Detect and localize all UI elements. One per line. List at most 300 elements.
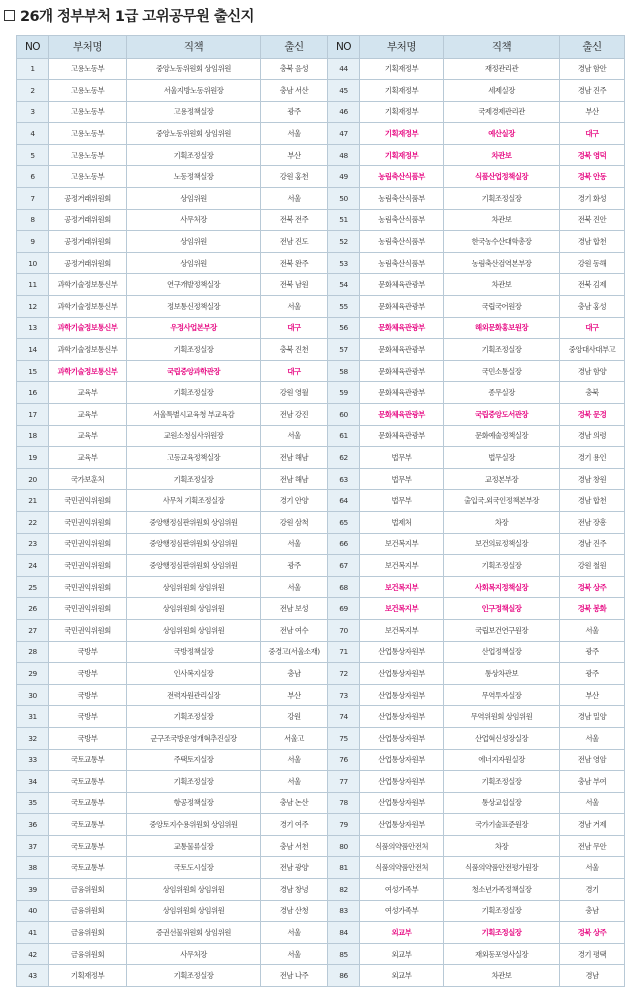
cell-dept: 국가보훈처 [49, 468, 127, 490]
cell-position: 세제실장 [444, 80, 560, 102]
header-position-left: 직책 [127, 36, 261, 59]
cell-dept: 국토교통부 [49, 749, 127, 771]
table-row [17, 231, 625, 253]
cell-no: 66 [328, 533, 360, 555]
cell-origin: 서울 [261, 749, 328, 771]
cell-position: 국토도시실장 [127, 857, 261, 879]
cell-no: 2 [17, 80, 49, 102]
cell-dept: 교육부 [49, 425, 127, 447]
table-row [17, 101, 625, 123]
cell-position: 보건의료정책실장 [444, 533, 560, 555]
cell-no: 45 [328, 80, 360, 102]
table-row [17, 425, 625, 447]
cell-dept: 공정거래위원회 [49, 188, 127, 210]
cell-position: 고용정책실장 [127, 101, 261, 123]
cell-no: 12 [17, 296, 49, 318]
cell-origin: 경북 봉화 [560, 598, 625, 620]
cell-dept: 금융위원회 [49, 879, 127, 901]
cell-no: 79 [328, 814, 360, 836]
cell-origin: 서울 [261, 771, 328, 793]
cell-origin: 전남 보성 [261, 598, 328, 620]
cell-position: 국립보건연구원장 [444, 619, 560, 641]
cell-origin: 경남 합천 [560, 231, 625, 253]
cell-origin: 부산 [560, 684, 625, 706]
cell-origin: 경북 영덕 [560, 144, 625, 166]
cell-origin: 전북 남원 [261, 274, 328, 296]
cell-no: 18 [17, 425, 49, 447]
cell-position: 국민소통실장 [444, 360, 560, 382]
cell-origin: 경기 용인 [560, 447, 625, 469]
cell-no: 21 [17, 490, 49, 512]
cell-position: 상임위원회 상임위원 [127, 879, 261, 901]
cell-dept: 금융위원회 [49, 922, 127, 944]
cell-dept: 국민권익위원회 [49, 490, 127, 512]
cell-no: 9 [17, 231, 49, 253]
cell-origin: 충북 음성 [261, 58, 328, 80]
cell-origin: 충남 서산 [261, 80, 328, 102]
cell-origin: 전남 나주 [261, 965, 328, 987]
cell-no: 7 [17, 188, 49, 210]
cell-position: 노동정책실장 [127, 166, 261, 188]
cell-dept: 보건복지부 [360, 576, 444, 598]
cell-dept: 공정거래위원회 [49, 209, 127, 231]
table-row [17, 533, 625, 555]
cell-origin: 서울 [261, 922, 328, 944]
cell-no: 64 [328, 490, 360, 512]
cell-position: 재외동포영사실장 [444, 943, 560, 965]
cell-dept: 보건복지부 [360, 555, 444, 577]
cell-no: 25 [17, 576, 49, 598]
header-dept-left: 부처명 [49, 36, 127, 59]
cell-dept: 보건복지부 [360, 619, 444, 641]
cell-no: 46 [328, 101, 360, 123]
cell-origin: 광주 [261, 101, 328, 123]
cell-origin: 서울고 [261, 727, 328, 749]
cell-origin: 전북 전주 [261, 209, 328, 231]
cell-origin: 대구 [261, 360, 328, 382]
table-row [17, 360, 625, 382]
cell-position: 전력자원관리실장 [127, 684, 261, 706]
cell-position: 청소년가족정책실장 [444, 879, 560, 901]
cell-no: 13 [17, 317, 49, 339]
cell-origin: 광주 [560, 663, 625, 685]
cell-no: 58 [328, 360, 360, 382]
cell-origin: 서울 [560, 727, 625, 749]
cell-position: 법무실장 [444, 447, 560, 469]
cell-no: 51 [328, 209, 360, 231]
cell-no: 55 [328, 296, 360, 318]
cell-origin: 서울 [261, 123, 328, 145]
cell-position: 국립국어원장 [444, 296, 560, 318]
cell-position: 국제경제관리관 [444, 101, 560, 123]
table-row [17, 814, 625, 836]
cell-no: 10 [17, 252, 49, 274]
cell-dept: 산업통상자원부 [360, 727, 444, 749]
cell-no: 62 [328, 447, 360, 469]
cell-dept: 교육부 [49, 382, 127, 404]
cell-no: 29 [17, 663, 49, 685]
cell-dept: 기획재정부 [49, 965, 127, 987]
cell-position: 상임위원회 상임위원 [127, 619, 261, 641]
cell-position: 기획조정실장 [444, 900, 560, 922]
cell-no: 14 [17, 339, 49, 361]
cell-dept: 산업통상자원부 [360, 706, 444, 728]
cell-no: 4 [17, 123, 49, 145]
cell-origin: 서울 [560, 792, 625, 814]
cell-position: 기획조정실장 [444, 555, 560, 577]
table-row [17, 857, 625, 879]
cell-origin: 중앙대사대부고 [560, 339, 625, 361]
cell-origin: 전남 무안 [560, 835, 625, 857]
cell-dept: 산업통상자원부 [360, 771, 444, 793]
cell-no: 52 [328, 231, 360, 253]
cell-position: 사무처장 [127, 209, 261, 231]
cell-no: 70 [328, 619, 360, 641]
cell-origin: 충남 [560, 900, 625, 922]
page-title: 26개 정부부처 1급 고위공무원 출신지 [20, 9, 254, 25]
cell-position: 상임위원 [127, 188, 261, 210]
cell-position: 중앙노동위원회 상임위원 [127, 123, 261, 145]
cell-position: 기획조정실장 [444, 771, 560, 793]
cell-origin: 경남 거제 [560, 814, 625, 836]
cell-dept: 국민권익위원회 [49, 511, 127, 533]
cell-no: 53 [328, 252, 360, 274]
cell-dept: 문화체육관광부 [360, 404, 444, 426]
cell-origin: 충남 부여 [560, 771, 625, 793]
cell-dept: 과학기술정보통신부 [49, 360, 127, 382]
cell-position: 사무처장 [127, 943, 261, 965]
cell-origin: 경북 상주 [560, 922, 625, 944]
cell-dept: 과학기술정보통신부 [49, 296, 127, 318]
cell-dept: 국방부 [49, 663, 127, 685]
table-row [17, 188, 625, 210]
cell-no: 39 [17, 879, 49, 901]
cell-origin: 대구 [560, 317, 625, 339]
checkbox-icon [4, 10, 15, 21]
cell-dept: 과학기술정보통신부 [49, 339, 127, 361]
cell-no: 67 [328, 555, 360, 577]
table-row [17, 792, 625, 814]
table-row [17, 252, 625, 274]
cell-position: 차장 [444, 835, 560, 857]
cell-no: 59 [328, 382, 360, 404]
cell-dept: 고용노동부 [49, 58, 127, 80]
cell-no: 57 [328, 339, 360, 361]
cell-origin: 경기 여주 [261, 814, 328, 836]
cell-dept: 기획재정부 [360, 80, 444, 102]
header-origin-right: 출신 [560, 36, 625, 59]
cell-origin: 서울 [261, 296, 328, 318]
cell-origin: 서울 [261, 943, 328, 965]
cell-origin: 경기 평택 [560, 943, 625, 965]
table-row [17, 296, 625, 318]
cell-position: 통상차관보 [444, 663, 560, 685]
cell-origin: 부산 [261, 144, 328, 166]
cell-dept: 식품의약품안전처 [360, 857, 444, 879]
cell-position: 국가기술표준원장 [444, 814, 560, 836]
cell-dept: 과학기술정보통신부 [49, 317, 127, 339]
cell-no: 30 [17, 684, 49, 706]
cell-dept: 보건복지부 [360, 533, 444, 555]
table-row [17, 382, 625, 404]
cell-origin: 경남 진주 [560, 80, 625, 102]
cell-dept: 국토교통부 [49, 857, 127, 879]
cell-origin: 광주 [560, 641, 625, 663]
cell-origin: 경기 화성 [560, 188, 625, 210]
cell-origin: 대구 [261, 317, 328, 339]
cell-position: 국립중앙과학관장 [127, 360, 261, 382]
cell-dept: 국방부 [49, 684, 127, 706]
cell-origin: 경북 상주 [560, 576, 625, 598]
cell-position: 통상교섭실장 [444, 792, 560, 814]
cell-dept: 여성가족부 [360, 879, 444, 901]
cell-position: 식품산업정책실장 [444, 166, 560, 188]
cell-dept: 산업통상자원부 [360, 792, 444, 814]
table-row [17, 900, 625, 922]
cell-dept: 금융위원회 [49, 900, 127, 922]
cell-origin: 강원 홍천 [261, 166, 328, 188]
cell-dept: 산업통상자원부 [360, 641, 444, 663]
table-row [17, 663, 625, 685]
cell-dept: 공정거래위원회 [49, 231, 127, 253]
cell-dept: 고용노동부 [49, 101, 127, 123]
cell-position: 인구정책실장 [444, 598, 560, 620]
cell-position: 종무실장 [444, 382, 560, 404]
cell-position: 기획조정실장 [127, 771, 261, 793]
cell-dept: 법무부 [360, 447, 444, 469]
cell-position: 국방정책실장 [127, 641, 261, 663]
cell-position: 차관보 [444, 274, 560, 296]
cell-position: 한국농수산대학총장 [444, 231, 560, 253]
cell-no: 86 [328, 965, 360, 987]
table-row [17, 58, 625, 80]
cell-position: 무역투자실장 [444, 684, 560, 706]
cell-origin: 경북 문경 [560, 404, 625, 426]
cell-position: 기획조정실장 [127, 706, 261, 728]
cell-no: 68 [328, 576, 360, 598]
cell-no: 54 [328, 274, 360, 296]
cell-no: 82 [328, 879, 360, 901]
cell-dept: 문화체육관광부 [360, 274, 444, 296]
cell-origin: 충북 [560, 382, 625, 404]
cell-no: 60 [328, 404, 360, 426]
cell-dept: 여성가족부 [360, 900, 444, 922]
cell-position: 중앙노동위원회 상임위원 [127, 58, 261, 80]
cell-origin: 강원 삼척 [261, 511, 328, 533]
cell-dept: 문화체육관광부 [360, 296, 444, 318]
cell-position: 무역위원회 상임위원 [444, 706, 560, 728]
table-row [17, 404, 625, 426]
cell-no: 44 [328, 58, 360, 80]
cell-position: 상임위원회 상임위원 [127, 900, 261, 922]
cell-no: 74 [328, 706, 360, 728]
cell-origin: 전북 완주 [261, 252, 328, 274]
cell-origin: 경남 함양 [560, 360, 625, 382]
cell-origin: 강원 철원 [560, 555, 625, 577]
cell-position: 기획조정실장 [127, 339, 261, 361]
cell-position: 교정본부장 [444, 468, 560, 490]
cell-no: 36 [17, 814, 49, 836]
cell-no: 38 [17, 857, 49, 879]
cell-position: 주택토지실장 [127, 749, 261, 771]
cell-dept: 문화체육관광부 [360, 360, 444, 382]
cell-dept: 국토교통부 [49, 814, 127, 836]
cell-origin: 충남 논산 [261, 792, 328, 814]
cell-position: 출입국.외국인정책본부장 [444, 490, 560, 512]
cell-position: 군구조국방운영개혁추진실장 [127, 727, 261, 749]
cell-dept: 산업통상자원부 [360, 663, 444, 685]
cell-dept: 국토교통부 [49, 792, 127, 814]
table-row [17, 771, 625, 793]
cell-dept: 교육부 [49, 404, 127, 426]
cell-dept: 공정거래위원회 [49, 252, 127, 274]
cell-no: 41 [17, 922, 49, 944]
cell-dept: 농림축산식품부 [360, 252, 444, 274]
cell-no: 73 [328, 684, 360, 706]
cell-no: 15 [17, 360, 49, 382]
cell-origin: 전북 진안 [560, 209, 625, 231]
cell-origin: 서울 [261, 576, 328, 598]
cell-position: 중앙행정심판위원회 상임위원 [127, 511, 261, 533]
cell-no: 80 [328, 835, 360, 857]
cell-position: 상임위원 [127, 231, 261, 253]
table-row [17, 727, 625, 749]
table-row [17, 576, 625, 598]
cell-position: 차관보 [444, 209, 560, 231]
cell-dept: 문화체육관광부 [360, 425, 444, 447]
cell-no: 40 [17, 900, 49, 922]
cell-no: 16 [17, 382, 49, 404]
cell-position: 차장 [444, 511, 560, 533]
cell-origin: 강원 [261, 706, 328, 728]
cell-no: 77 [328, 771, 360, 793]
officials-table [16, 35, 625, 987]
cell-origin: 경북 안동 [560, 166, 625, 188]
table-row [17, 490, 625, 512]
cell-no: 76 [328, 749, 360, 771]
cell-no: 47 [328, 123, 360, 145]
cell-position: 차관보 [444, 965, 560, 987]
cell-dept: 국토교통부 [49, 835, 127, 857]
cell-origin: 부산 [560, 101, 625, 123]
cell-position: 기획조정실장 [127, 965, 261, 987]
cell-dept: 국민권익위원회 [49, 555, 127, 577]
cell-dept: 산업통상자원부 [360, 814, 444, 836]
cell-dept: 기획재정부 [360, 144, 444, 166]
cell-dept: 외교부 [360, 965, 444, 987]
cell-origin: 전북 김제 [560, 274, 625, 296]
cell-dept: 기획재정부 [360, 123, 444, 145]
cell-dept: 고용노동부 [49, 166, 127, 188]
cell-origin: 중경고(서울소재) [261, 641, 328, 663]
cell-dept: 농림축산식품부 [360, 231, 444, 253]
cell-no: 23 [17, 533, 49, 555]
cell-no: 17 [17, 404, 49, 426]
cell-position: 항공정책실장 [127, 792, 261, 814]
cell-position: 인사복지실장 [127, 663, 261, 685]
table-row [17, 641, 625, 663]
cell-origin: 경남 창녕 [261, 879, 328, 901]
table-row [17, 209, 625, 231]
cell-origin: 강원 영월 [261, 382, 328, 404]
cell-origin: 경남 합천 [560, 490, 625, 512]
cell-position: 사회복지정책실장 [444, 576, 560, 598]
cell-dept: 고용노동부 [49, 80, 127, 102]
cell-no: 71 [328, 641, 360, 663]
cell-position: 농림축산검역본부장 [444, 252, 560, 274]
cell-dept: 기획재정부 [360, 101, 444, 123]
cell-position: 에너지자원실장 [444, 749, 560, 771]
table-row [17, 965, 625, 987]
cell-dept: 외교부 [360, 943, 444, 965]
table-row [17, 274, 625, 296]
cell-origin: 경남 산청 [261, 900, 328, 922]
cell-no: 27 [17, 619, 49, 641]
cell-no: 85 [328, 943, 360, 965]
cell-dept: 고용노동부 [49, 123, 127, 145]
table-row [17, 749, 625, 771]
cell-position: 증권선물위원회 상임위원 [127, 922, 261, 944]
cell-dept: 국방부 [49, 706, 127, 728]
cell-no: 69 [328, 598, 360, 620]
cell-origin: 광주 [261, 555, 328, 577]
cell-no: 1 [17, 58, 49, 80]
cell-position: 상임위원회 상임위원 [127, 576, 261, 598]
cell-dept: 산업통상자원부 [360, 749, 444, 771]
cell-position: 정보통신정책실장 [127, 296, 261, 318]
cell-position: 교원소청심사위원장 [127, 425, 261, 447]
cell-no: 19 [17, 447, 49, 469]
cell-origin: 경기 [560, 879, 625, 901]
table-row [17, 922, 625, 944]
cell-no: 63 [328, 468, 360, 490]
table-row [17, 447, 625, 469]
table-row [17, 317, 625, 339]
cell-dept: 문화체육관광부 [360, 317, 444, 339]
cell-no: 28 [17, 641, 49, 663]
cell-no: 3 [17, 101, 49, 123]
title-bar [0, 0, 640, 31]
cell-position: 기획조정실장 [127, 382, 261, 404]
table-row [17, 123, 625, 145]
cell-position: 우정사업본부장 [127, 317, 261, 339]
table-row [17, 511, 625, 533]
cell-position: 기획조정실장 [127, 468, 261, 490]
table-header-row [17, 36, 625, 59]
cell-no: 43 [17, 965, 49, 987]
cell-no: 20 [17, 468, 49, 490]
cell-no: 42 [17, 943, 49, 965]
cell-origin: 충남 서천 [261, 835, 328, 857]
cell-no: 31 [17, 706, 49, 728]
cell-dept: 문화체육관광부 [360, 382, 444, 404]
cell-dept: 외교부 [360, 922, 444, 944]
cell-dept: 국토교통부 [49, 771, 127, 793]
cell-dept: 법제처 [360, 511, 444, 533]
table-row [17, 684, 625, 706]
cell-dept: 법무부 [360, 490, 444, 512]
cell-no: 61 [328, 425, 360, 447]
cell-dept: 국민권익위원회 [49, 576, 127, 598]
cell-position: 기획조정실장 [444, 339, 560, 361]
cell-no: 22 [17, 511, 49, 533]
cell-dept: 문화체육관광부 [360, 339, 444, 361]
table-row [17, 598, 625, 620]
cell-origin: 서울 [560, 619, 625, 641]
cell-dept: 교육부 [49, 447, 127, 469]
cell-no: 56 [328, 317, 360, 339]
cell-origin: 서울 [560, 857, 625, 879]
